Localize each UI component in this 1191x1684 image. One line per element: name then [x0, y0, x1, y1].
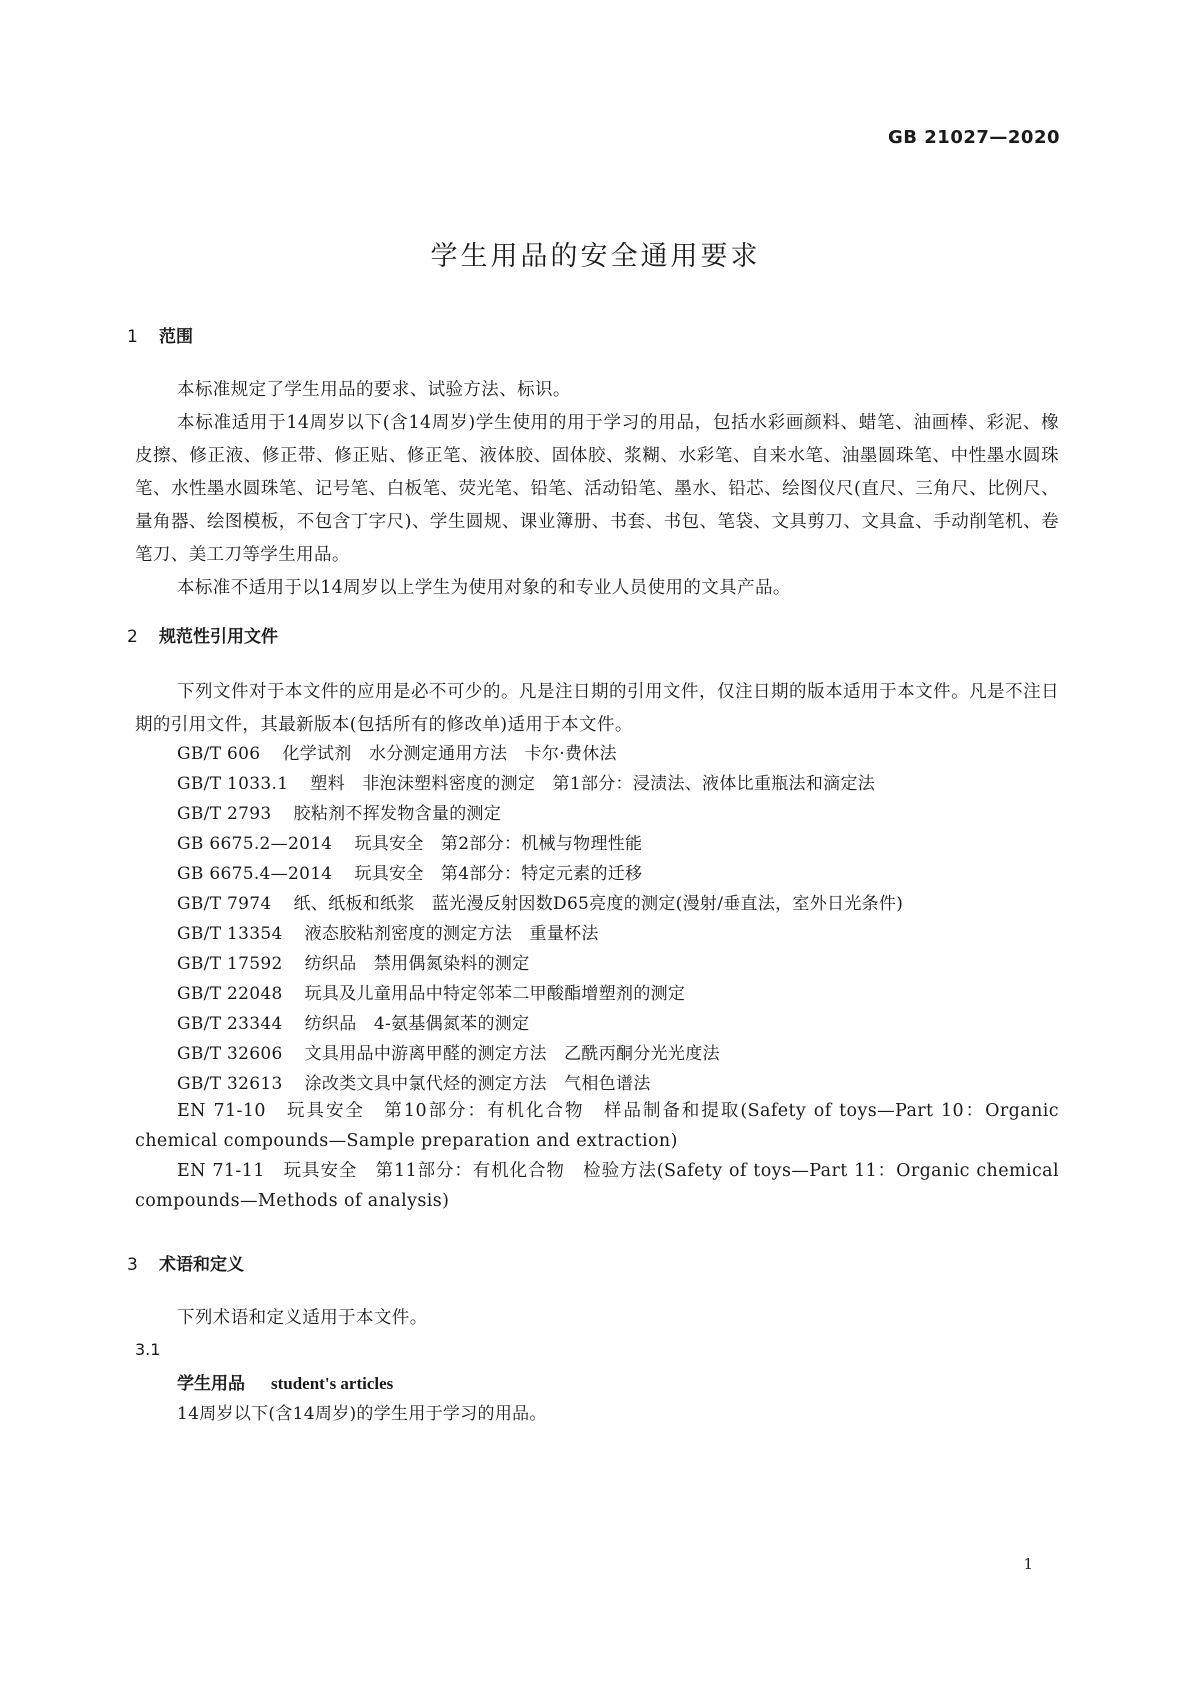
reference-title: 化学试剂 水分测定通用方法 卡尔·费休法 [282, 744, 617, 764]
reference-code: GB/T 7974 [177, 894, 272, 914]
reference-item [177, 1009, 529, 1034]
reference-code: GB/T 22048 [177, 984, 283, 1004]
paragraph: 下列文件对于本文件的应用是必不可少的。凡是注日期的引用文件，仅注日期的版本适用于本文件。凡是不注日期的引用文件，其最新版本(包括所有的修改单)适用于本文件。 [135, 682, 1059, 735]
reference-item [177, 1039, 720, 1064]
standard-number: GB 21027—2020 [888, 127, 1060, 148]
reference-code: GB/T 13354 [177, 924, 283, 944]
reference-item [177, 769, 875, 794]
paragraph: EN 71-11 玩具安全 第11部分：有机化合物 检验方法(Safety of toys—Part 11：Organic chemical compounds—Methods of analysis) [135, 1161, 1059, 1211]
reference-title: 塑料 非泡沫塑料密度的测定 第1部分：浸渍法、液体比重瓶法和滴定法 [310, 774, 876, 794]
reference-title: 玩具安全 第4部分：特定元素的迁移 [354, 864, 643, 884]
reference-item-en71-10 [135, 1096, 1059, 1156]
reference-item-en71-11 [135, 1156, 1059, 1216]
reference-title: 涂改类文具中氯代烃的测定方法 气相色谱法 [304, 1074, 651, 1094]
section-1-heading [127, 322, 193, 347]
reference-code: GB/T 32606 [177, 1044, 283, 1064]
paragraph: 本标准适用于14周岁以下(含14周岁)学生使用的用于学习的用品，包括水彩画颜料、蜡笔、油画棒、彩泥、橡皮擦、修正液、修正带、修正贴、修正笔、液体胶、固体胶、浆糊、水彩笔、自来水笔、油墨圆珠笔、中性墨水圆珠笔、水性墨水圆珠笔、记号笔、白板笔、荧光笔、铅笔、活动铅笔、墨水、铅芯、绘图仪尺(直尺、三角尺、比例尺、量角器、绘图模板，不包含丁字尺)、学生圆规、课业簿册、书套、书包、笔袋、文具剪刀、文具盒、手动削笔机、卷笔刀、美工刀等学生用品。 [135, 413, 1059, 565]
reference-item [177, 859, 642, 884]
term-chinese: 学生用品 [177, 1374, 245, 1394]
term-number: 3.1 [135, 1340, 161, 1359]
paragraph: 下列术语和定义适用于本文件。 [177, 1308, 428, 1328]
reference-title: 胶粘剂不挥发物含量的测定 [293, 804, 502, 824]
page-number: 1 [1023, 1555, 1033, 1573]
reference-item [177, 739, 617, 764]
section-number: 2 [127, 627, 138, 647]
reference-title: 玩具安全 第2部分：机械与物理性能 [354, 834, 643, 854]
term-english: student's articles [271, 1374, 394, 1393]
section-3-intro [135, 1302, 1059, 1335]
reference-item [177, 979, 685, 1004]
reference-code: GB/T 2793 [177, 804, 272, 824]
reference-title: 文具用品中游离甲醛的测定方法 乙酰丙酮分光光度法 [304, 1044, 720, 1064]
section-2-intro [135, 676, 1059, 742]
section-number: 1 [127, 327, 138, 347]
section-3-heading [127, 1250, 244, 1275]
reference-title: 纺织品 4-氨基偶氮苯的测定 [304, 1014, 530, 1034]
section-title: 规范性引用文件 [159, 627, 278, 647]
reference-title: 纸、纸板和纸浆 蓝光漫反射因数D65亮度的测定(漫射/垂直法，室外日光条件) [293, 894, 904, 914]
reference-code: GB/T 1033.1 [177, 774, 289, 794]
reference-title: 纺织品 禁用偶氮染料的测定 [304, 954, 530, 974]
section-title: 范围 [159, 327, 193, 347]
reference-code: GB/T 23344 [177, 1014, 283, 1034]
section-2-heading [127, 622, 278, 647]
reference-code: GB 6675.2—2014 [177, 834, 333, 854]
reference-item [177, 889, 903, 914]
section-number: 3 [127, 1255, 138, 1275]
document-title: 学生用品的安全通用要求 [430, 241, 761, 272]
reference-code: GB/T 606 [177, 744, 261, 764]
reference-item [177, 919, 599, 944]
reference-code: GB/T 17592 [177, 954, 283, 974]
reference-code: GB 6675.4—2014 [177, 864, 333, 884]
reference-item [177, 1069, 651, 1094]
reference-item [177, 949, 530, 974]
paragraph: 本标准规定了学生用品的要求、试验方法、标识。 [177, 380, 571, 400]
section-title: 术语和定义 [159, 1255, 244, 1275]
reference-item [177, 829, 642, 854]
term-heading [177, 1369, 393, 1394]
section-1-body [135, 374, 1059, 605]
paragraph: EN 71-10 玩具安全 第10部分：有机化合物 样品制备和提取(Safety of toys—Part 10：Organic chemical compounds—Sample preparation and extraction) [135, 1101, 1059, 1151]
reference-item [177, 799, 501, 824]
reference-code: GB/T 32613 [177, 1074, 283, 1094]
paragraph: 本标准不适用于以14周岁以上学生为使用对象的和专业人员使用的文具产品。 [177, 578, 791, 598]
reference-title: 液态胶粘剂密度的测定方法 重量杯法 [304, 924, 599, 944]
reference-title: 玩具及儿童用品中特定邻苯二甲酸酯增塑剂的测定 [304, 984, 686, 1004]
term-definition: 14周岁以下(含14周岁)的学生用于学习的用品。 [177, 1404, 547, 1424]
